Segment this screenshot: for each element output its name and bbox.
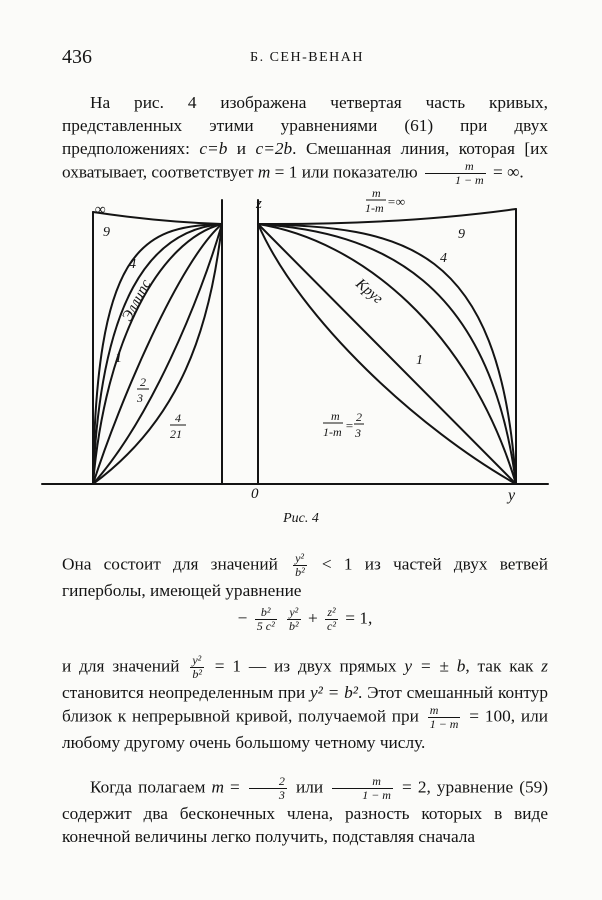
curve-left-4-21 xyxy=(93,224,222,484)
label-origin: 0 xyxy=(251,486,259,502)
para4-text-3: = xyxy=(223,777,246,797)
eq-frac-1 xyxy=(255,606,277,633)
para1-frac-den: 1 − m xyxy=(454,173,484,187)
para3-frac-1-num: y² xyxy=(190,654,204,668)
para4-frac-1-den: 3 xyxy=(278,788,285,802)
para1-and: и xyxy=(227,139,256,158)
label-mid-eq: = xyxy=(345,418,354,433)
label-left-4: 4 xyxy=(129,257,136,272)
para4-fraction-2 xyxy=(332,775,393,802)
eq-rhs: = 1, xyxy=(345,608,373,628)
label-right-top-den: 1-m xyxy=(365,201,384,215)
curve-left-2-3 xyxy=(93,224,222,484)
curve-right-1 xyxy=(258,224,516,484)
curve-left-inf xyxy=(93,212,222,224)
label-left-2-3-num: 2 xyxy=(140,375,146,389)
eq-frac-1-den: 5 c² xyxy=(256,619,275,633)
label-left-inf: ∞ xyxy=(95,202,106,218)
para2-text-2: < 1 из частей двух ветвей гиперболы, имеющей уравнение xyxy=(62,554,548,600)
para4-text-5: = 2, уравнение (59) содержит два бесконечных члена, разность которых в виде конечной величины легко получить, подставляя сначала xyxy=(62,777,548,846)
page-header xyxy=(62,46,552,74)
para2-frac-den: b² xyxy=(295,565,305,579)
para3-text-4: , так как xyxy=(465,656,542,676)
eq-frac-3 xyxy=(325,606,338,633)
hyperbola-equation xyxy=(62,606,548,633)
label-right-1: 1 xyxy=(416,353,423,368)
label-mid-den: 1-m xyxy=(323,425,342,439)
eq-frac-3-den: c² xyxy=(327,619,336,633)
label-ellipse: Эллипс xyxy=(119,277,155,324)
figure-4-diagram xyxy=(0,188,602,508)
para1-fraction xyxy=(425,160,486,187)
label-mid-val-num: 2 xyxy=(356,410,362,424)
label-circle: Круг xyxy=(352,275,386,308)
para3-frac-2-den: 1 − m xyxy=(429,717,459,731)
para3-text-9: = 100, или любому другому очень большому четному числу. xyxy=(62,706,548,752)
label-left-4-21-den: 21 xyxy=(170,427,182,441)
para4-fraction-1 xyxy=(249,775,287,802)
para1-math-c-2b: c=2b xyxy=(255,139,293,158)
running-head: Б. СЕН-ВЕНАН xyxy=(250,50,364,65)
para3-fraction-1 xyxy=(190,654,204,681)
para1-text-3: = 1 или показателю xyxy=(270,162,422,182)
paragraph-1 xyxy=(62,91,548,187)
label-left-2-3-den: 3 xyxy=(137,391,143,405)
para4-frac-2-den: 1 − m xyxy=(362,788,391,802)
label-mid-num: m xyxy=(331,409,340,423)
para3-frac-1-den: b² xyxy=(192,667,202,681)
para3-text-8: . Этот смешанный контур близок к непрерывной кривой, получаемой при xyxy=(62,683,548,726)
eq-plus: + xyxy=(307,608,318,628)
paragraph-4 xyxy=(62,775,548,848)
label-right-top-num: m xyxy=(372,188,381,200)
paragraph-3 xyxy=(62,654,548,754)
para3-math-y-b: y = ± b xyxy=(404,656,466,676)
para2-frac-num: y² xyxy=(293,552,307,566)
para4-text-4: или xyxy=(289,777,330,797)
eq-frac-1-num: b² xyxy=(255,606,277,620)
label-right-top-val: =∞ xyxy=(387,194,406,209)
label-y: y xyxy=(508,487,516,504)
curve-left-9 xyxy=(93,224,222,484)
eq-minus: − xyxy=(237,608,248,628)
label-left-1: 1 xyxy=(115,351,122,366)
para1-text-2: . Смешанная линия, которая [их охватывает, соответствует xyxy=(62,139,548,182)
label-mid-val-den: 3 xyxy=(355,426,361,440)
para3-frac-2-num: m xyxy=(428,704,461,718)
eq-frac-2 xyxy=(287,606,301,633)
para3-text-6: становится неопределенным при xyxy=(62,683,311,702)
para4-frac-2-num: m xyxy=(332,775,393,789)
paragraph-2 xyxy=(62,552,548,602)
para1-math-c-b: c=b xyxy=(199,139,228,158)
curve-left-4 xyxy=(93,224,222,484)
para2-text-1: Она состоит для значений xyxy=(62,554,291,574)
curve-left-1 xyxy=(93,224,222,484)
para3-math-y2-b2: y² = b² xyxy=(310,683,358,702)
eq-frac-2-den: b² xyxy=(289,619,299,633)
para1-text-1: На рис. 4 изображена четвертая часть кривых, представленных этими уравнениями (61) при двух предположениях: xyxy=(62,93,548,158)
para3-text-1: и для значений xyxy=(62,656,188,676)
label-right-4: 4 xyxy=(440,251,447,266)
para3-math-z: z xyxy=(541,656,549,676)
eq-frac-3-num: z² xyxy=(325,606,338,620)
label-z: z xyxy=(256,196,262,212)
label-left-4-21-num: 4 xyxy=(175,411,181,425)
page-number: 436 xyxy=(62,46,92,68)
para4-math-m: m xyxy=(211,777,224,797)
curve-right-inf xyxy=(258,209,516,224)
para2-fraction xyxy=(293,552,307,579)
label-left-9: 9 xyxy=(103,225,110,240)
para3-text-2: = 1 — из двух прямых xyxy=(206,656,405,676)
para4-text-1: Когда полагаем xyxy=(90,777,212,797)
para1-math-m: m xyxy=(257,162,271,182)
para3-fraction-2 xyxy=(428,704,461,731)
label-right-9: 9 xyxy=(458,227,465,242)
para1-text-4: = ∞. xyxy=(488,162,524,182)
eq-frac-2-num: y² xyxy=(287,606,301,620)
figure-caption: Рис. 4 xyxy=(283,511,319,526)
para1-frac-num: m xyxy=(425,160,486,174)
curve-left-ellipse xyxy=(93,224,222,484)
para4-frac-1-num: 2 xyxy=(249,775,287,789)
